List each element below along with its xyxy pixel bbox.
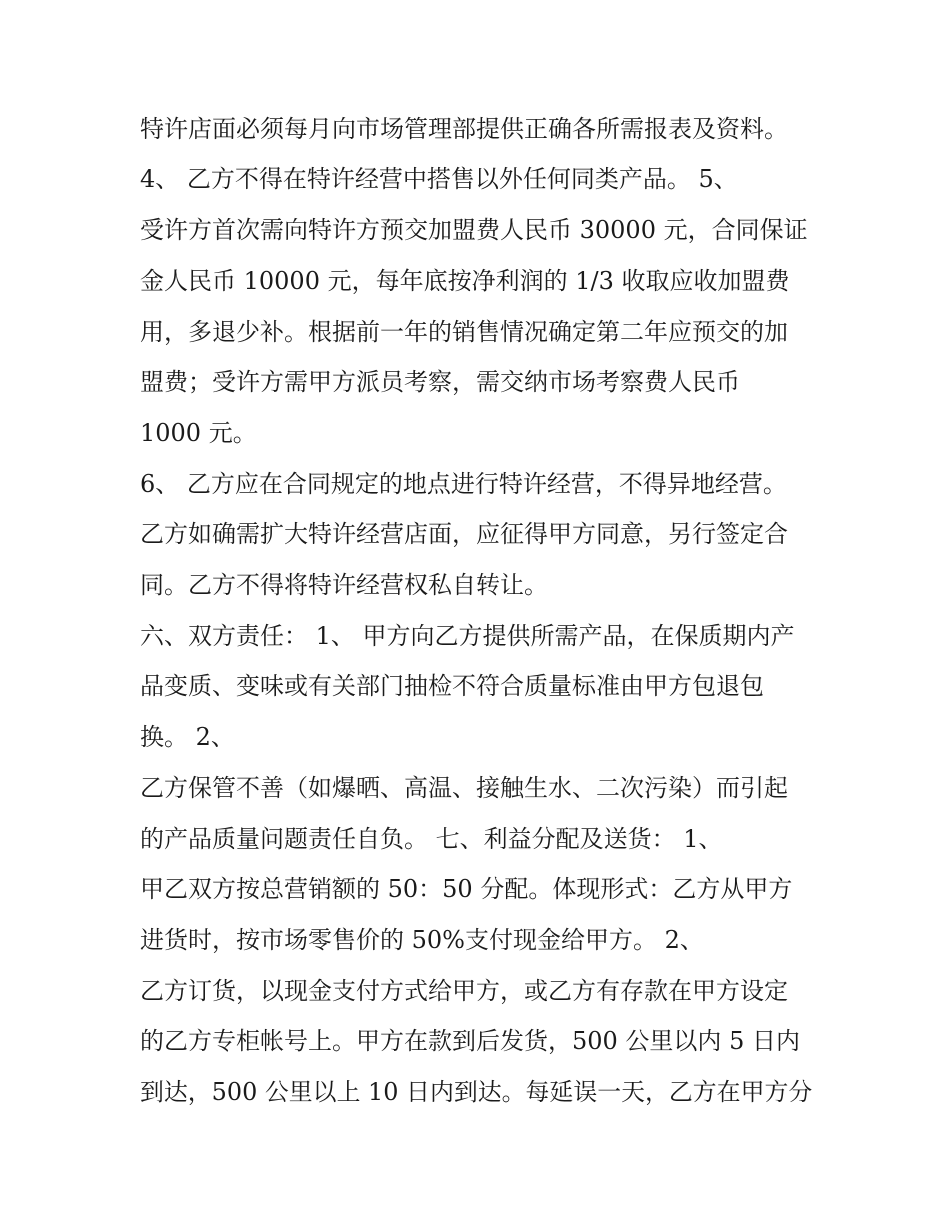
- text-line: 品变质、变味或有关部门抽检不符合质量标准由甲方包退包: [140, 672, 764, 700]
- text-line: 换。 2、: [140, 723, 235, 751]
- text-line: 6、 乙方应在合同规定的地点进行特许经营，不得异地经营。: [140, 470, 787, 498]
- text-line: 4、 乙方不得在特许经营中搭售以外任何同类产品。 5、: [140, 165, 738, 193]
- text-line: 到达，500 公里以上 10 日内到达。每延误一天，乙方在甲方分: [140, 1078, 813, 1106]
- text-line: 的产品质量问题责任自负。 七、利益分配及送货： 1、: [140, 825, 723, 853]
- text-line: 金人民币 10000 元，每年底按净利润的 1/3 收取应收加盟费: [140, 267, 790, 295]
- text-line: 甲乙双方按总营销额的 50：50 分配。体现形式：乙方从甲方: [140, 875, 793, 903]
- text-line: 乙方保管不善（如爆晒、高温、接触生水、二次污染）而引起: [140, 774, 788, 802]
- text-line: 进货时，按市场零售价的 50%支付现金给甲方。 2、: [140, 926, 704, 954]
- text-line: 六、双方责任： 1、 甲方向乙方提供所需产品，在保质期内产: [140, 622, 795, 650]
- text-line: 受许方首次需向特许方预交加盟费人民币 30000 元，合同保证: [140, 216, 808, 244]
- text-line: 用，多退少补。根据前一年的销售情况确定第二年应预交的加: [140, 318, 788, 346]
- text-line: 乙方如确需扩大特许经营店面，应征得甲方同意，另行签定合: [140, 520, 788, 548]
- text-line: 特许店面必须每月向市场管理部提供正确各所需报表及资料。: [140, 115, 788, 143]
- text-line: 的乙方专柜帐号上。甲方在款到后发货，500 公里以内 5 日内: [140, 1027, 800, 1055]
- text-line: 1000 元。: [140, 419, 257, 447]
- text-line: 同。乙方不得将特许经营权私自转让。: [140, 571, 548, 599]
- text-line: 盟费；受许方需甲方派员考察，需交纳市场考察费人民币: [140, 368, 740, 396]
- text-line: 乙方订货，以现金支付方式给甲方，或乙方有存款在甲方设定: [140, 977, 788, 1005]
